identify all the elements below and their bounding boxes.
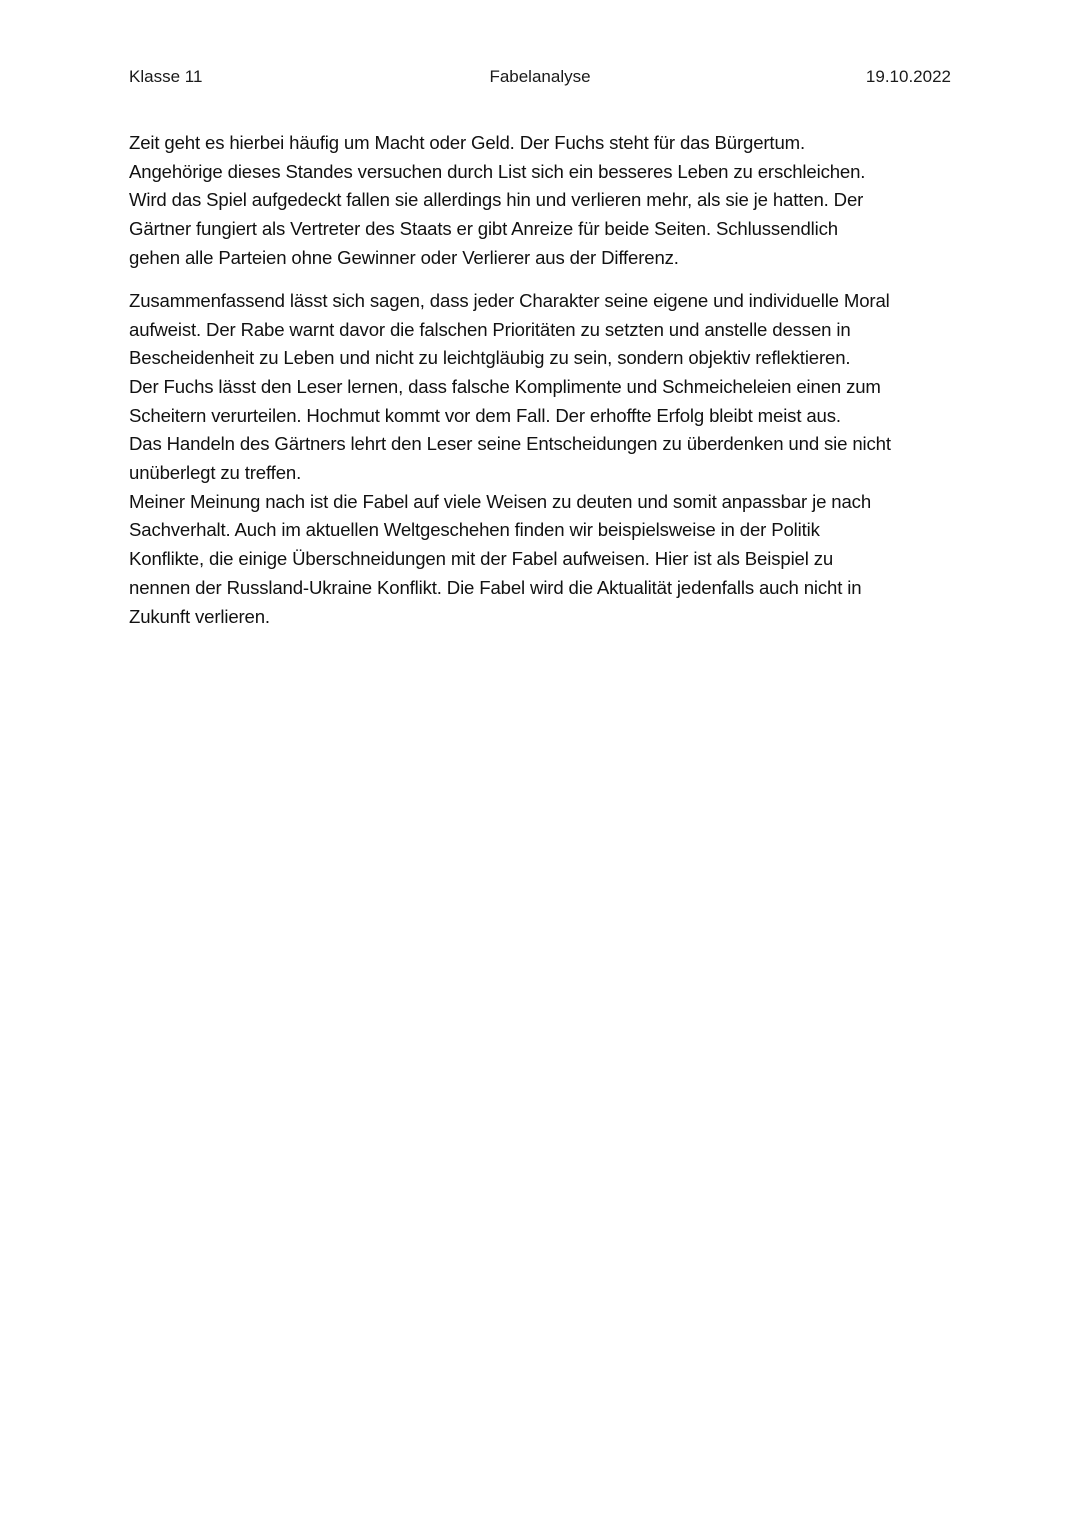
text-line: aufweist. Der Rabe warnt davor die falschen Prioritäten zu setzten und anstelle dessen in	[129, 318, 851, 340]
header-title: Fabelanalyse	[489, 67, 591, 86]
text-line: Scheitern verurteilen. Hochmut kommt vor dem Fall. Der erhoffte Erfolg bleibt meist aus.	[129, 404, 841, 426]
text-line: Konflikte, die einige Überschneidungen mit der Fabel aufweisen. Hier ist als Beispiel zu	[129, 548, 834, 570]
text-line: nennen der Russland-Ukraine Konflikt. Die Fabel wird die Aktualität jedenfalls auch nicht in	[129, 576, 862, 598]
text-line: Sachverhalt. Auch im aktuellen Weltgeschehen finden wir beispielsweise in der Politik	[129, 519, 820, 541]
text-line: Der Fuchs lässt den Leser lernen, dass falsche Komplimente und Schmeicheleien einen zum	[129, 376, 881, 397]
page-header	[129, 64, 951, 90]
text-line: Meiner Meinung nach ist die Fabel auf viele Weisen zu deuten und somit anpassbar je nach	[129, 490, 872, 512]
text-line: Zusammenfassend lässt sich sagen, dass jeder Charakter seine eigene und individuelle Moral	[129, 289, 890, 311]
text-line: Bescheidenheit zu Leben und nicht zu leichtgläubig zu sein, sondern objektiv reflektieren.	[129, 347, 851, 369]
paragraph-conclusion	[129, 287, 959, 631]
document-body	[129, 129, 959, 631]
text-line: gehen alle Parteien ohne Gewinner oder Verlierer aus der Differenz.	[129, 246, 679, 268]
text-line: Zukunft verlieren.	[129, 605, 270, 627]
header-date: 19.10.2022	[865, 67, 951, 86]
header-class: Klasse 11	[129, 67, 203, 86]
text-line: Zeit geht es hierbei häufig um Macht oder Geld. Der Fuchs steht für das Bürgertum.	[129, 132, 805, 153]
paragraph-interpretation	[129, 129, 959, 272]
text-line: unüberlegt zu treffen.	[129, 462, 302, 484]
paragraph-spacer	[129, 272, 959, 287]
text-line: Wird das Spiel aufgedeckt fallen sie allerdings hin und verlieren mehr, als sie je hatten. Der	[129, 189, 864, 211]
text-line: Gärtner fungiert als Vertreter des Staats er gibt Anreize für beide Seiten. Schlussendlich	[129, 218, 838, 240]
text-line: Das Handeln des Gärtners lehrt den Leser seine Entscheidungen zu überdenken und sie nicht	[129, 433, 891, 455]
text-line: Angehörige dieses Standes versuchen durch List sich ein besseres Leben zu erschleichen.	[129, 160, 866, 182]
